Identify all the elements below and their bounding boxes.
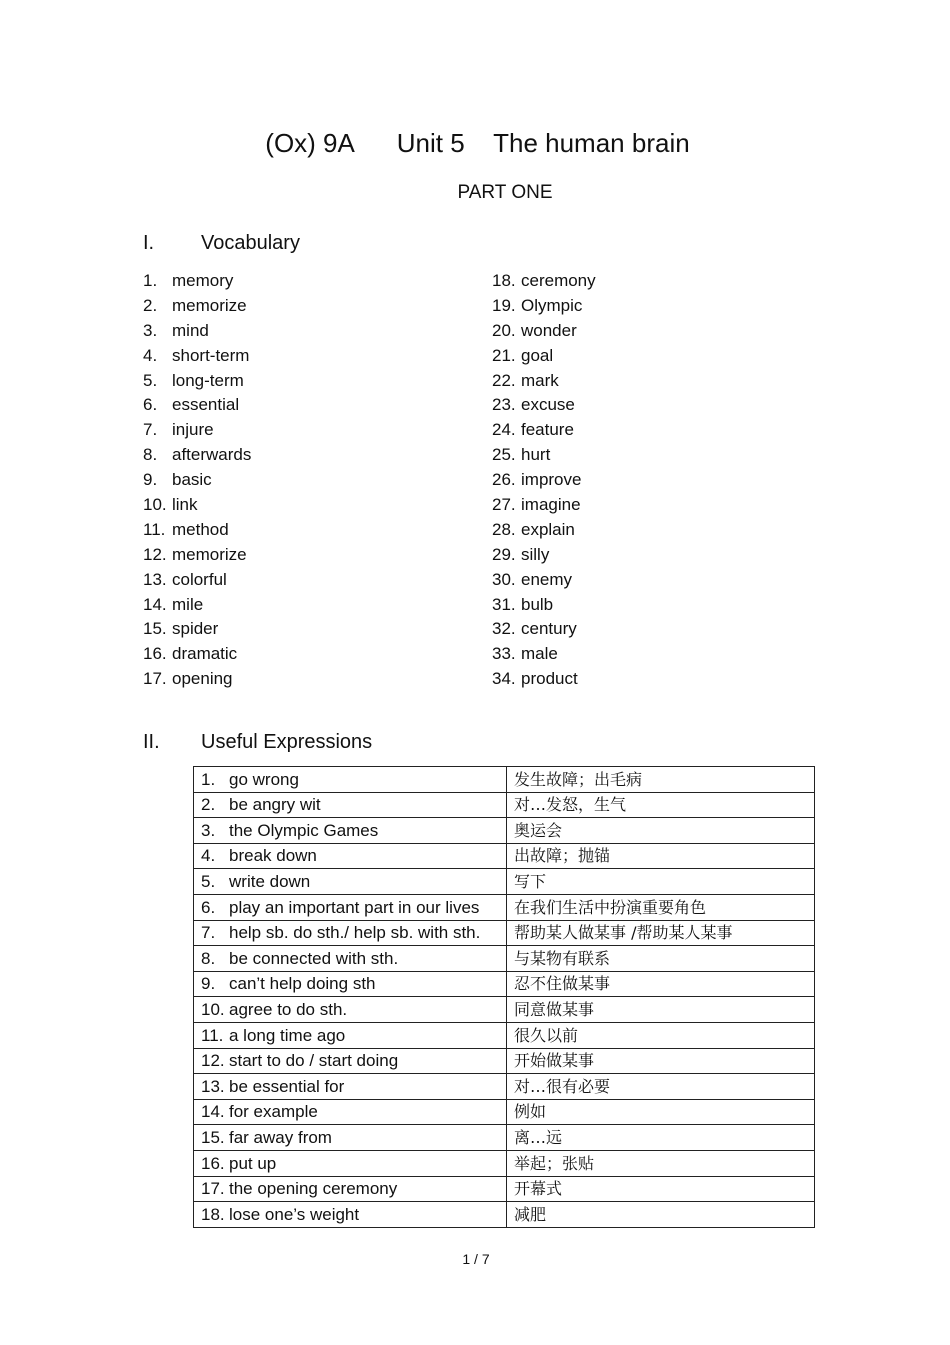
expression-chinese: 举起；张贴: [507, 1150, 815, 1176]
vocabulary-item: [492, 320, 596, 345]
vocabulary-item: [492, 519, 596, 544]
expression-english: [194, 1125, 507, 1151]
expression-text: agree to do sth.: [229, 999, 348, 1019]
vocabulary-word: mind: [172, 320, 209, 340]
section-number: II.: [143, 731, 160, 753]
table-row: [194, 869, 815, 895]
item-number: 20.: [492, 320, 516, 340]
expression-chinese: 出故障；抛锚: [507, 843, 815, 869]
vocabulary-list-right: [492, 270, 596, 693]
item-number: 16.: [143, 644, 167, 664]
item-number: 33.: [492, 644, 516, 664]
item-number: 1.: [143, 271, 158, 290]
vocabulary-word: mile: [172, 594, 204, 614]
vocabulary-item: [143, 519, 251, 544]
section-heading-expressions: [143, 731, 372, 754]
item-number: 30.: [492, 569, 516, 589]
vocabulary-item: [143, 370, 251, 395]
vocabulary-word: short-term: [172, 345, 250, 365]
table-row: [194, 1176, 815, 1202]
expression-text: can’t help doing sth: [229, 974, 376, 994]
expression-text: lose one’s weight: [229, 1204, 360, 1224]
section-title: Useful Expressions: [201, 731, 373, 753]
item-number: 3.: [143, 320, 158, 340]
expression-chinese: 帮助某人做某事 /帮助某人某事: [507, 920, 815, 946]
item-number: 6.: [201, 897, 216, 917]
vocabulary-item: [492, 270, 596, 295]
expression-text: break down: [229, 846, 317, 866]
expression-english: [194, 1099, 507, 1125]
item-number: 9.: [201, 974, 216, 994]
expression-english: [194, 997, 507, 1023]
item-number: 29.: [492, 544, 516, 564]
vocabulary-word: memorize: [172, 295, 247, 315]
table-row: [194, 997, 815, 1023]
vocabulary-word: essential: [172, 395, 240, 415]
item-number: 11.: [143, 519, 166, 539]
table-row: [194, 920, 815, 946]
page-title: (Ox) 9A Unit 5 The human brain: [265, 128, 690, 158]
part-heading: PART ONE: [457, 182, 553, 203]
expression-chinese: 与某物有联系: [507, 946, 815, 972]
table-row: [194, 1022, 815, 1048]
vocabulary-word: excuse: [521, 395, 575, 415]
vocabulary-item: [492, 345, 596, 370]
vocabulary-item: [492, 668, 596, 693]
vocabulary-item: [492, 618, 596, 643]
vocabulary-word: bulb: [521, 594, 554, 614]
item-number: 26.: [492, 470, 516, 490]
vocabulary-word: hurt: [521, 445, 551, 465]
item-number: 14.: [201, 1102, 225, 1122]
section-title: Vocabulary: [201, 232, 300, 254]
item-number: 11.: [201, 1025, 224, 1045]
vocabulary-item: [143, 643, 251, 668]
item-number: 13.: [201, 1076, 225, 1096]
expression-text: be essential for: [229, 1076, 345, 1096]
item-number: 6.: [143, 395, 158, 415]
expression-english: [194, 1048, 507, 1074]
vocabulary-word: male: [521, 644, 558, 664]
vocabulary-word: dramatic: [172, 644, 238, 664]
expression-text: a long time ago: [229, 1025, 346, 1045]
item-number: 22.: [492, 370, 516, 390]
item-number: 31.: [492, 594, 516, 614]
item-number: 12.: [143, 544, 167, 564]
vocabulary-item: [492, 569, 596, 594]
vocabulary-item: [492, 544, 596, 569]
expression-text: go wrong: [229, 769, 299, 789]
section-number: I.: [143, 232, 155, 254]
item-number: 14.: [143, 594, 167, 614]
expression-chinese: 同意做某事: [507, 997, 815, 1023]
expression-text: far away from: [229, 1127, 332, 1147]
item-number: 7.: [143, 420, 158, 440]
expression-english: [194, 767, 507, 793]
vocabulary-word: link: [172, 495, 198, 515]
item-number: 27.: [492, 495, 516, 515]
expressions-table: [193, 766, 815, 1228]
table-row: [194, 971, 815, 997]
item-number: 9.: [143, 470, 158, 490]
item-number: 18.: [492, 271, 516, 290]
vocabulary-word: method: [172, 519, 229, 539]
vocabulary-item: [143, 444, 251, 469]
vocabulary-item: [143, 394, 251, 419]
vocabulary-item: [143, 494, 251, 519]
item-number: 21.: [492, 345, 516, 365]
expression-chinese: 很久以前: [507, 1022, 815, 1048]
vocabulary-word: afterwards: [172, 445, 252, 465]
page-number: 1 / 7: [462, 1251, 490, 1267]
expression-chinese: 离…远: [507, 1125, 815, 1151]
item-number: 4.: [143, 345, 158, 365]
vocabulary-word: improve: [521, 470, 582, 490]
expression-text: write down: [229, 871, 311, 891]
vocabulary-word: imagine: [521, 495, 581, 515]
vocabulary-item: [492, 643, 596, 668]
table-row: [194, 792, 815, 818]
table-row: [194, 843, 815, 869]
vocabulary-item: [143, 270, 251, 295]
vocabulary-word: Olympic: [521, 295, 583, 315]
item-number: 1.: [201, 769, 216, 789]
expression-text: be angry wit: [229, 795, 321, 815]
vocabulary-word: opening: [172, 669, 233, 689]
table-row: [194, 1048, 815, 1074]
vocabulary-word: product: [521, 669, 578, 689]
expression-english: [194, 971, 507, 997]
expression-chinese: 奥运会: [507, 818, 815, 844]
table-row: [194, 894, 815, 920]
expression-english: [194, 1202, 507, 1228]
expression-chinese: 对…发怒，生气: [507, 792, 815, 818]
expression-chinese: 在我们生活中扮演重要角色: [507, 894, 815, 920]
vocabulary-word: memorize: [172, 544, 247, 564]
table-row: [194, 1074, 815, 1100]
table-row: [194, 1099, 815, 1125]
item-number: 34.: [492, 669, 516, 689]
vocabulary-word: century: [521, 619, 577, 639]
item-number: 18.: [201, 1204, 225, 1224]
vocabulary-word: spider: [172, 619, 219, 639]
item-number: 8.: [143, 445, 158, 465]
expression-english: [194, 1176, 507, 1202]
item-number: 19.: [492, 295, 516, 315]
vocabulary-word: silly: [521, 544, 550, 564]
item-number: 12.: [201, 1051, 225, 1071]
vocabulary-word: mark: [521, 370, 559, 390]
expression-text: the opening ceremony: [229, 1179, 398, 1199]
table-row: [194, 818, 815, 844]
item-number: 16.: [201, 1153, 225, 1173]
expression-english: [194, 894, 507, 920]
table-row: [194, 1202, 815, 1228]
item-number: 4.: [201, 846, 216, 866]
vocabulary-item: [492, 444, 596, 469]
expression-text: start to do / start doing: [229, 1051, 399, 1071]
expression-english: [194, 818, 507, 844]
expression-chinese: 发生故障；出毛病: [507, 767, 815, 793]
vocabulary-item: [492, 594, 596, 619]
expression-chinese: 减肥: [507, 1202, 815, 1228]
item-number: 2.: [201, 795, 216, 815]
item-number: 10.: [201, 999, 225, 1019]
vocabulary-item: [143, 594, 251, 619]
item-number: 28.: [492, 519, 516, 539]
expression-english: [194, 1074, 507, 1100]
item-number: 15.: [201, 1127, 225, 1147]
item-number: 25.: [492, 445, 516, 465]
vocabulary-item: [143, 295, 251, 320]
vocabulary-item: [143, 469, 251, 494]
expression-chinese: 开始做某事: [507, 1048, 815, 1074]
item-number: 5.: [143, 370, 158, 390]
expression-english: [194, 920, 507, 946]
vocabulary-word: memory: [172, 271, 234, 290]
table-row: [194, 1125, 815, 1151]
expression-english: [194, 792, 507, 818]
table-row: [194, 1150, 815, 1176]
expression-english: [194, 946, 507, 972]
vocabulary-item: [143, 569, 251, 594]
item-number: 15.: [143, 619, 167, 639]
vocabulary-word: goal: [521, 345, 554, 365]
expression-text: play an important part in our lives: [229, 897, 480, 917]
vocabulary-word: long-term: [172, 370, 244, 390]
vocabulary-item: [143, 345, 251, 370]
vocabulary-item: [143, 320, 251, 345]
vocabulary-item: [492, 494, 596, 519]
expression-chinese: 写下: [507, 869, 815, 895]
expression-chinese: 忍不住做某事: [507, 971, 815, 997]
vocabulary-word: colorful: [172, 569, 227, 589]
item-number: 3.: [201, 820, 216, 840]
item-number: 2.: [143, 295, 158, 315]
vocabulary-word: wonder: [521, 320, 577, 340]
item-number: 17.: [143, 669, 167, 689]
vocabulary-item: [143, 668, 251, 693]
table-row: [194, 767, 815, 793]
item-number: 17.: [201, 1179, 225, 1199]
expression-english: [194, 1022, 507, 1048]
item-number: 5.: [201, 871, 216, 891]
expression-text: help sb. do sth./ help sb. with sth.: [229, 923, 481, 943]
expression-text: for example: [229, 1102, 318, 1122]
expression-chinese: 对…很有必要: [507, 1074, 815, 1100]
vocabulary-item: [492, 295, 596, 320]
vocabulary-item: [492, 419, 596, 444]
expression-english: [194, 843, 507, 869]
vocabulary-word: ceremony: [521, 271, 596, 290]
item-number: 23.: [492, 395, 516, 415]
expression-text: put up: [229, 1153, 277, 1173]
vocabulary-list-left: [143, 270, 251, 693]
vocabulary-word: explain: [521, 519, 575, 539]
table-row: [194, 946, 815, 972]
vocabulary-item: [143, 419, 251, 444]
item-number: 32.: [492, 619, 516, 639]
expression-english: [194, 1150, 507, 1176]
item-number: 13.: [143, 569, 167, 589]
expression-english: [194, 869, 507, 895]
vocabulary-word: feature: [521, 420, 574, 440]
vocabulary-item: [143, 618, 251, 643]
vocabulary-word: basic: [172, 470, 212, 490]
vocabulary-item: [492, 469, 596, 494]
item-number: 8.: [201, 948, 216, 968]
item-number: 7.: [201, 923, 216, 943]
vocabulary-word: enemy: [521, 569, 573, 589]
expression-text: the Olympic Games: [229, 820, 379, 840]
expression-text: be connected with sth.: [229, 948, 399, 968]
expression-chinese: 开幕式: [507, 1176, 815, 1202]
item-number: 10.: [143, 495, 167, 515]
vocabulary-item: [492, 394, 596, 419]
section-heading-vocabulary: [143, 232, 300, 255]
expression-chinese: 例如: [507, 1099, 815, 1125]
item-number: 24.: [492, 420, 516, 440]
vocabulary-item: [492, 370, 596, 395]
vocabulary-item: [143, 544, 251, 569]
vocabulary-word: injure: [172, 420, 214, 440]
